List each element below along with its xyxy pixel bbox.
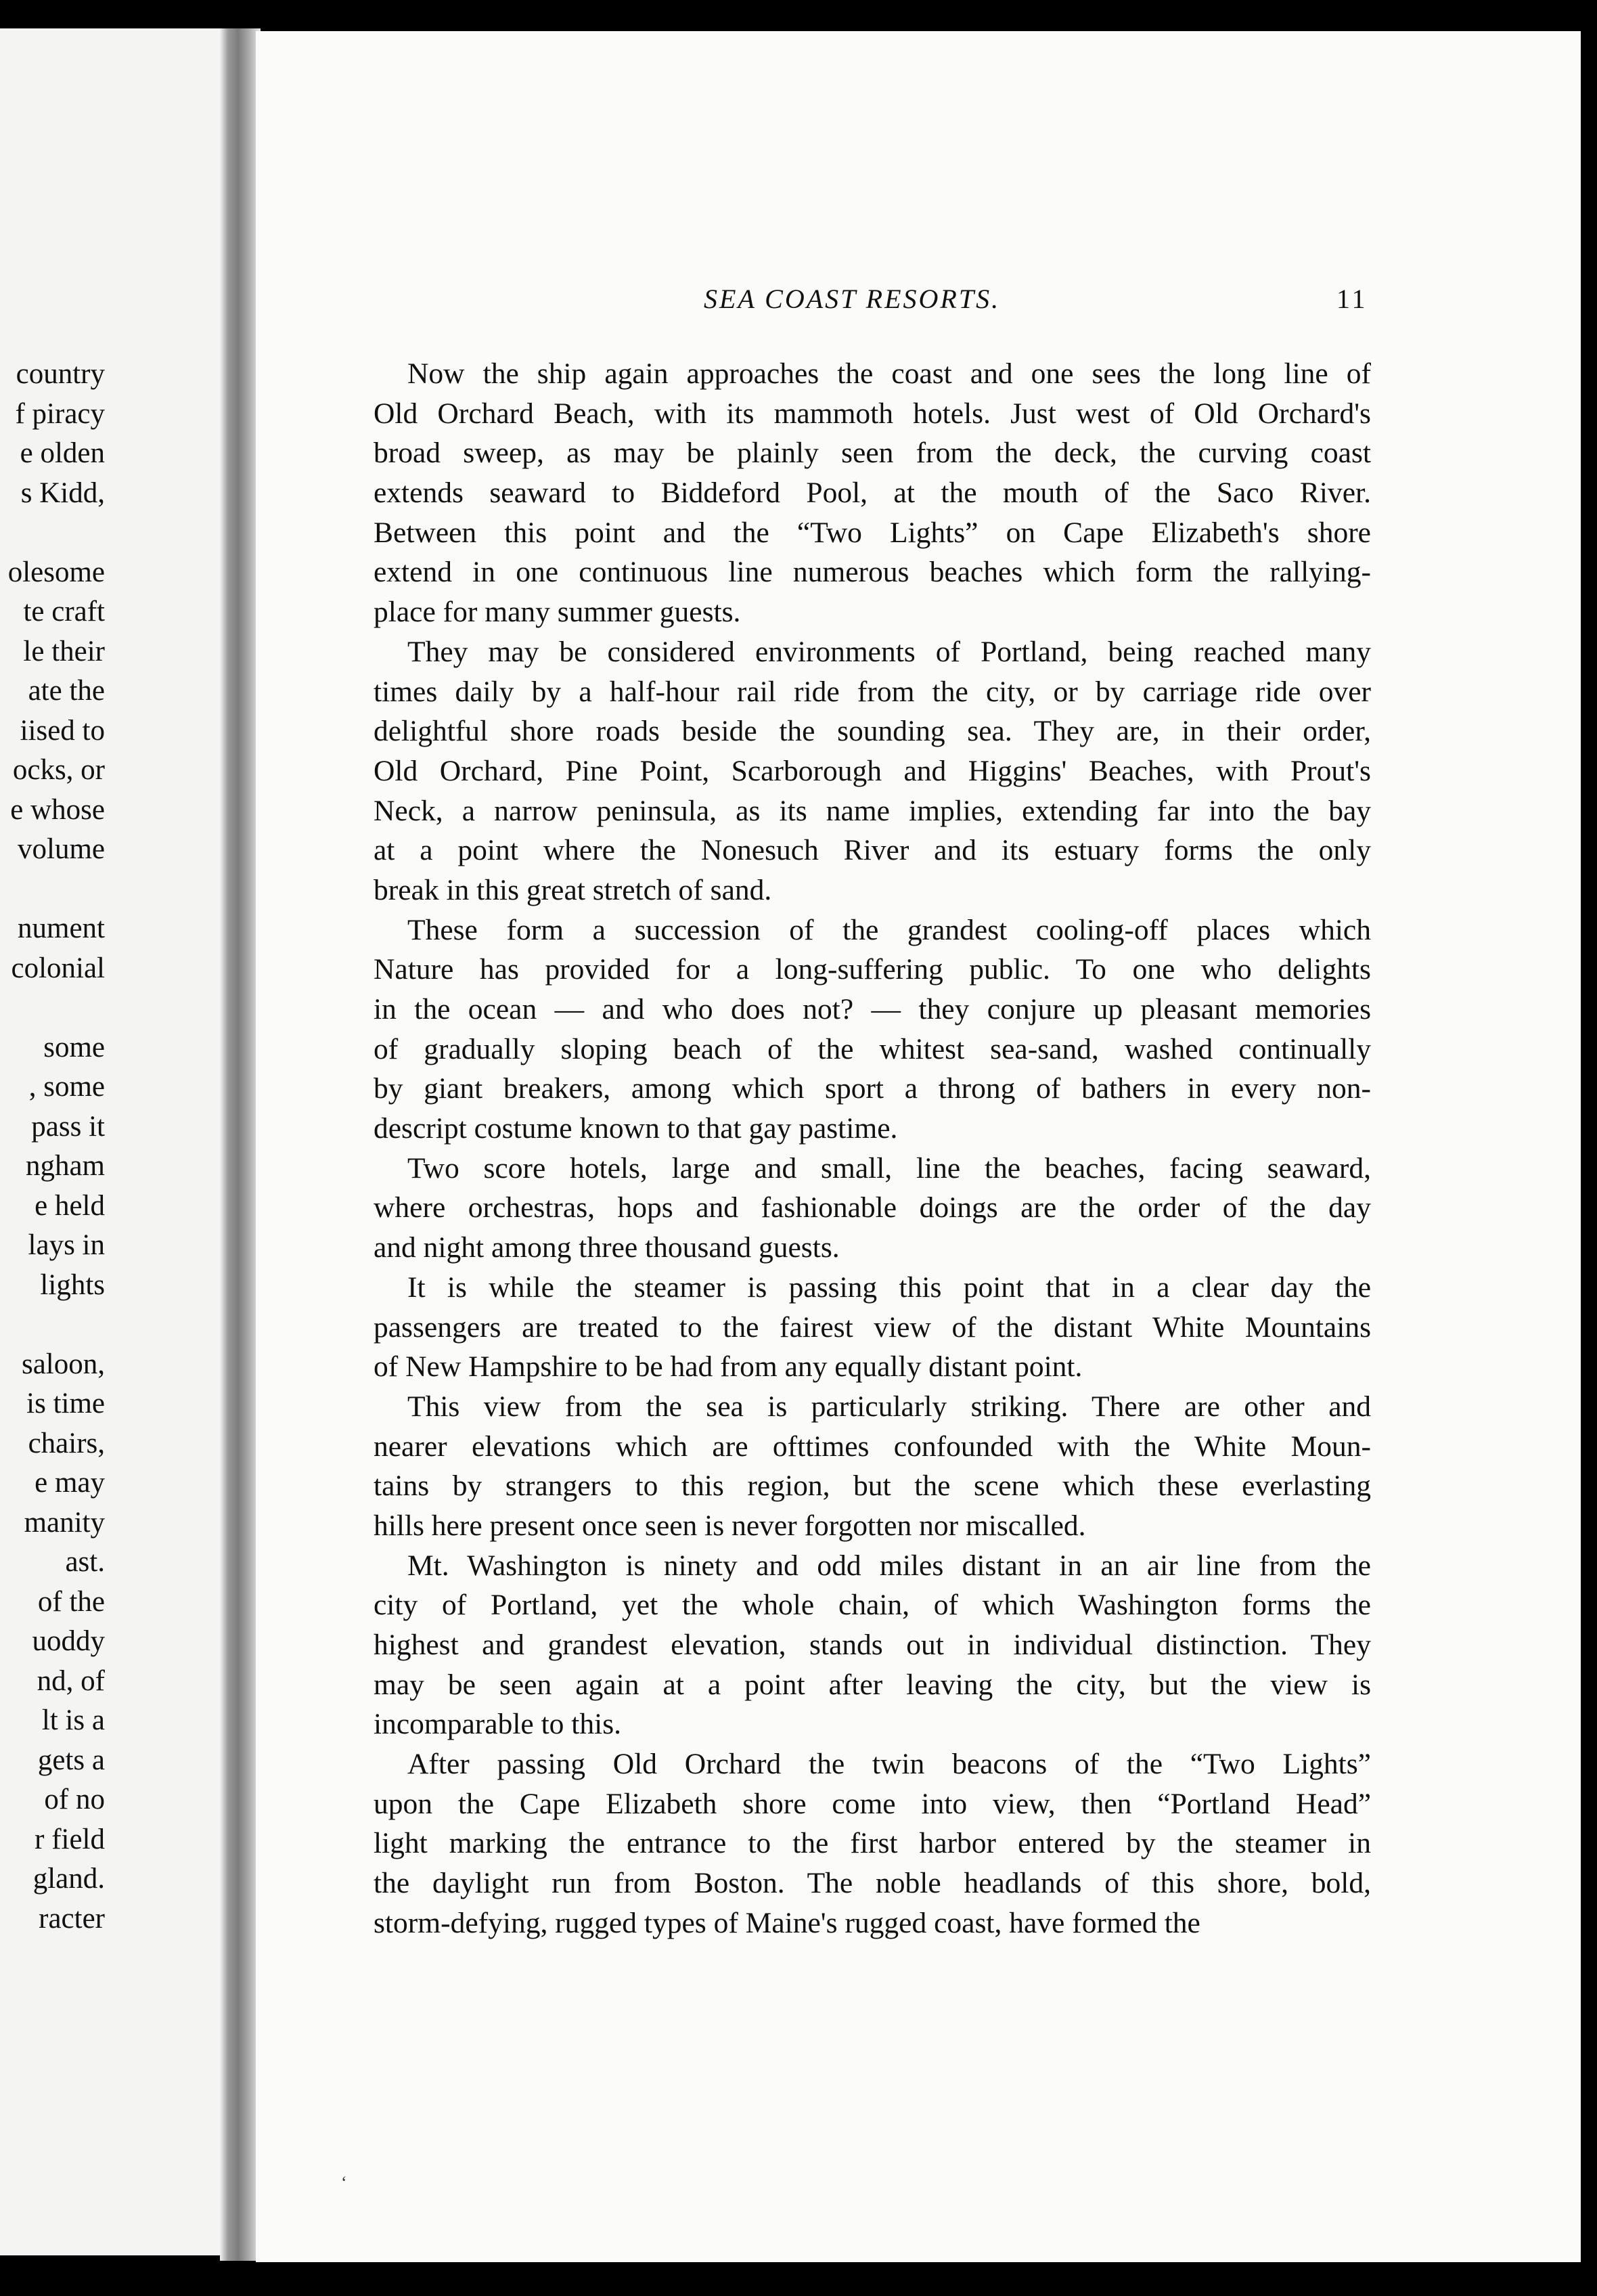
text-line: of New Hampshire to be had from any equally distant point. xyxy=(374,1350,1083,1384)
scan-speck: ‘ xyxy=(341,2173,347,2192)
facing-page-line: s Kidd, xyxy=(20,477,105,509)
facing-page-line xyxy=(0,988,105,1028)
running-head: SEA COAST RESORTS. xyxy=(704,284,1001,314)
paragraph xyxy=(374,1387,1371,1546)
scan-border-top xyxy=(0,0,1597,28)
text-line: in the ocean — and who does not? — they conjure up pleasant memories xyxy=(374,993,1371,1025)
body-text xyxy=(374,354,1371,1943)
text-line: Old Orchard, Pine Point, Scarborough and Higgins' Beaches, with Prout's xyxy=(374,754,1371,787)
text-line: tains by strangers to this region, but the scene which these everlasting xyxy=(374,1470,1371,1503)
facing-page-line: e may xyxy=(35,1467,105,1499)
page-number: 11 xyxy=(1336,284,1368,314)
text-line: They may be considered environments of Portland, being reached many xyxy=(407,635,1371,668)
text-line: upon the Cape Elizabeth shore come into view, then “Portland Head” xyxy=(374,1787,1371,1820)
facing-page-line: nd, of xyxy=(37,1664,105,1697)
text-line: break in this great stretch of sand. xyxy=(374,873,772,906)
facing-page-line: manity xyxy=(24,1506,105,1539)
facing-page-line: country xyxy=(16,358,105,390)
facing-page xyxy=(0,22,240,2255)
facing-page-line: saloon, xyxy=(21,1348,105,1380)
facing-page-line: of no xyxy=(44,1784,105,1815)
text-line: delightful shore roads beside the sounding sea. They are, in their order, xyxy=(374,715,1371,748)
facing-page-line: lt is a xyxy=(41,1704,105,1736)
facing-page-line: e held xyxy=(35,1189,105,1222)
text-line: light marking the entrance to the first harbor entered by the steamer in xyxy=(374,1827,1371,1860)
facing-page-line: pass it xyxy=(31,1110,105,1143)
facing-page-text xyxy=(0,355,240,1939)
facing-page-line: olesome xyxy=(7,556,105,588)
text-line: times daily by a half-hour rail ride from the city, or by carriage ride over xyxy=(374,675,1371,708)
text-line: After passing Old Orchard the twin beacons of the “Two Lights” xyxy=(407,1748,1371,1781)
text-line: descript costume known to that gay pastime. xyxy=(374,1112,898,1145)
facing-page-line: racter xyxy=(39,1902,105,1935)
text-line: Old Orchard Beach, with its mammoth hotels. Just west of Old Orchard's xyxy=(374,397,1371,430)
text-line: and night among three thousand guests. xyxy=(374,1231,840,1264)
text-line: Nature has provided for a long-suffering public. To one who delights xyxy=(374,953,1371,986)
text-line: storm-defying, rugged types of Maine's rugged coast, have formed the xyxy=(374,1906,1200,1939)
paragraph xyxy=(374,632,1371,910)
text-line: Mt. Washington is ninety and odd miles distant in an air line from the xyxy=(407,1549,1371,1582)
text-line: extends seaward to Biddeford Pool, at the mouth of the Saco River. xyxy=(374,477,1371,510)
text-line: passengers are treated to the fairest view of the distant White Mountains xyxy=(374,1310,1371,1344)
facing-page-line: uoddy xyxy=(32,1625,105,1657)
facing-page-line: of the xyxy=(37,1585,105,1618)
text-line: Two score hotels, large and small, line the beaches, facing seaward, xyxy=(407,1151,1371,1185)
facing-page-line: is time xyxy=(26,1388,105,1419)
text-line: nearer elevations which are ofttimes confounded with the White Moun- xyxy=(374,1430,1371,1463)
facing-page-line: nument xyxy=(18,912,105,944)
text-line: It is while the steamer is passing this point that in a clear day the xyxy=(407,1271,1371,1304)
scan-border-bottom xyxy=(0,2262,1597,2296)
text-line: incomparable to this. xyxy=(374,1708,622,1741)
facing-page-line: ast. xyxy=(65,1546,105,1578)
text-line: of gradually sloping beach of the whitest sea-sand, washed continually xyxy=(374,1032,1371,1065)
text-line: Neck, a narrow peninsula, as its name implies, extending far into the bay xyxy=(374,794,1371,827)
facing-page-line: some xyxy=(43,1031,105,1063)
text-line: place for many summer guests. xyxy=(374,596,741,629)
facing-page-line xyxy=(0,1305,105,1345)
paragraph xyxy=(374,1744,1371,1943)
facing-page-line: lays in xyxy=(28,1229,105,1261)
text-line: the daylight run from Boston. The noble headlands of this shore, bold, xyxy=(374,1867,1371,1900)
facing-page-line: ngham xyxy=(25,1150,105,1182)
facing-page-line: r field xyxy=(35,1823,105,1855)
paragraph xyxy=(374,910,1371,1149)
facing-page-line: te craft xyxy=(23,596,105,627)
facing-page-line: gets a xyxy=(37,1744,105,1776)
facing-page-line: iised to xyxy=(20,714,105,747)
facing-page-line: lights xyxy=(40,1268,105,1301)
facing-page-line: ate the xyxy=(28,675,105,707)
paragraph xyxy=(374,1268,1371,1387)
book-gutter xyxy=(220,27,261,2261)
facing-page-line: , some xyxy=(28,1071,105,1103)
facing-page-line: colonial xyxy=(11,952,105,984)
text-line: city of Portland, yet the whole chain, of which Washington forms the xyxy=(374,1589,1371,1622)
paragraph xyxy=(374,1149,1371,1268)
facing-page-line: gland. xyxy=(32,1863,105,1895)
facing-page-line: e whose xyxy=(10,793,105,826)
facing-page-line: le their xyxy=(23,635,105,667)
facing-page-line: chairs, xyxy=(28,1427,105,1459)
facing-page-line: volume xyxy=(18,833,105,865)
text-line: This view from the sea is particularly striking. There are other and xyxy=(407,1390,1371,1423)
text-line: These form a succession of the grandest cooling-off places which xyxy=(407,913,1371,946)
text-line: at a point where the Nonesuch River and its estuary forms the only xyxy=(374,834,1371,867)
text-line: highest and grandest elevation, stands out in individual distinction. They xyxy=(374,1629,1371,1661)
text-line: hills here present once seen is never forgotten nor miscalled. xyxy=(374,1509,1086,1542)
paragraph xyxy=(374,1546,1371,1744)
facing-page-line: ocks, or xyxy=(12,754,105,786)
text-line: by giant breakers, among which sport a throng of bathers in every non- xyxy=(374,1072,1371,1105)
paragraph xyxy=(374,354,1371,632)
text-line: broad sweep, as may be plainly seen from the deck, the curving coast xyxy=(374,437,1371,470)
facing-page-line: f piracy xyxy=(15,397,105,430)
facing-page-line xyxy=(0,513,105,553)
text-line: extend in one continuous line numerous beaches which form the rallying- xyxy=(374,556,1371,589)
text-line: may be seen again at a point after leaving the city, but the view is xyxy=(374,1668,1371,1701)
facing-page-line xyxy=(0,870,105,910)
text-line: Between this point and the “Two Lights” on Cape Elizabeth's shore xyxy=(374,516,1371,549)
text-line: Now the ship again approaches the coast and one sees the long line of xyxy=(407,357,1371,390)
scan-border-right xyxy=(1581,0,1597,2296)
facing-page-line: e olden xyxy=(20,437,105,469)
text-line: where orchestras, hops and fashionable doings are the order of the day xyxy=(374,1191,1371,1224)
